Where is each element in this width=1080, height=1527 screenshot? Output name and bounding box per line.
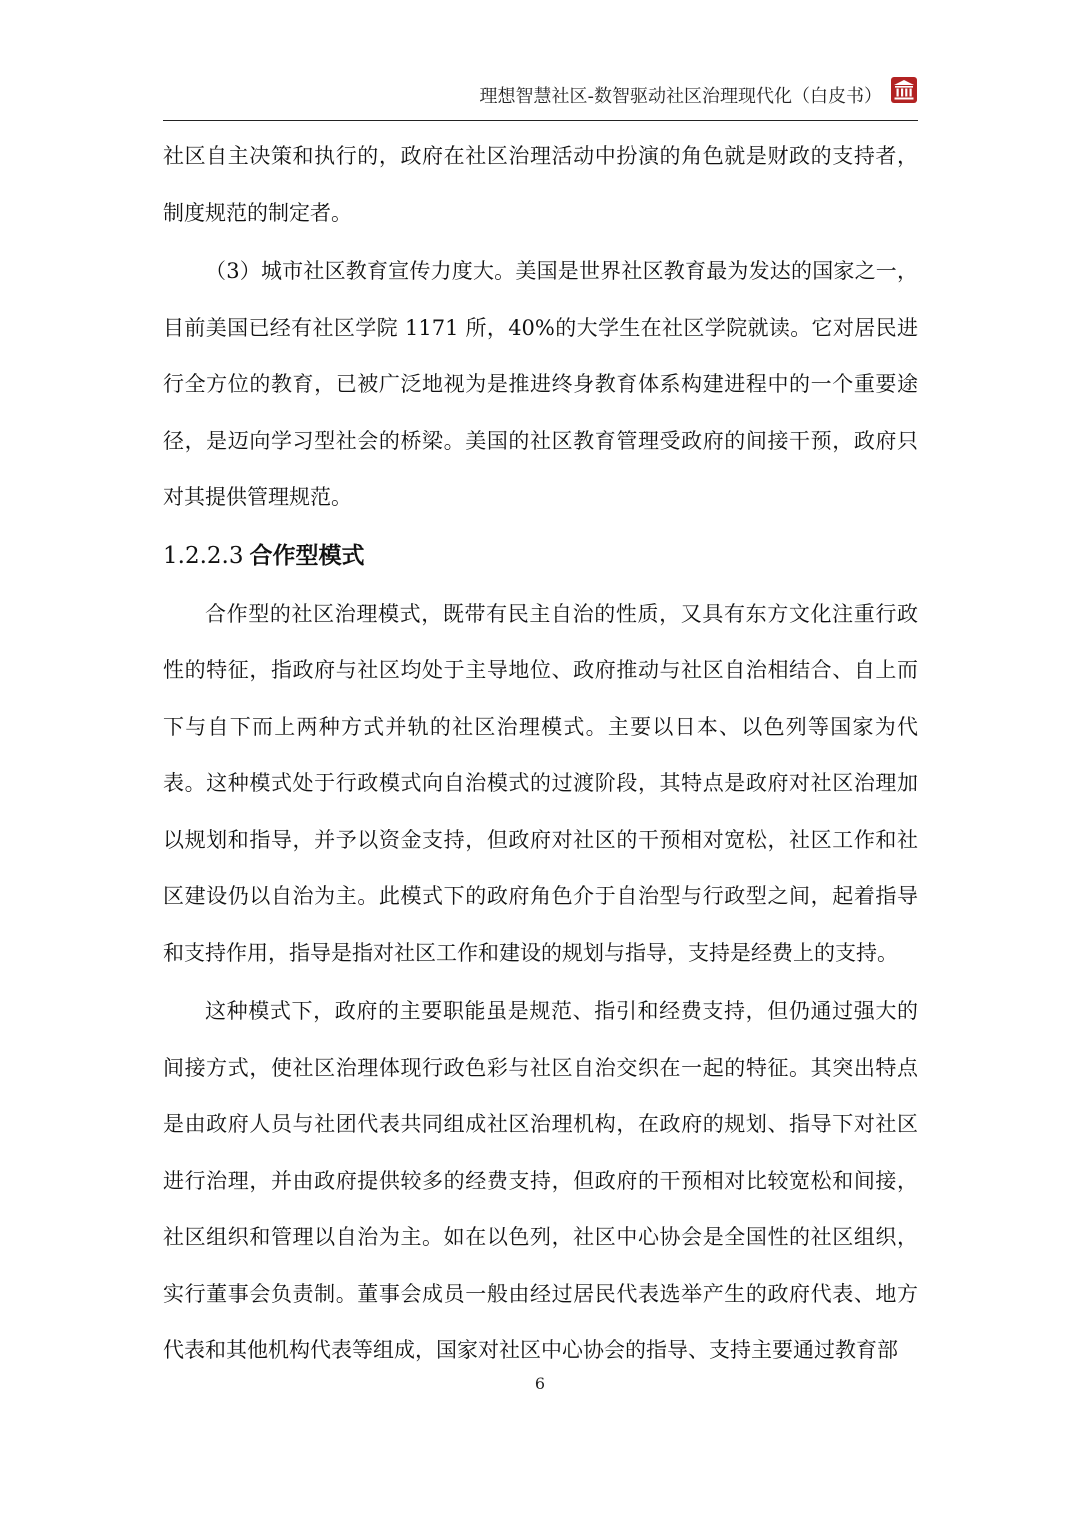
paragraph-3: 合作型的社区治理模式，既带有民主自治的性质，又具有东方文化注重行政性的特征，指政府与社区均处于主导地位、政府推动与社区自治相结合、自上而下与自下而上两种方式并轨的社区治理模式。主要以日本、以色列等国家为代表。这种模式处于行政模式向自治模式的过渡阶段，其特点是政府对社区治理加以规划和指导，并予以资金支持，但政府对社区的干预相对宽松，社区工作和社区建设仍以自治为主。此模式下的政府角色介于自治型与行政型之间，起着指导和支持作用，指导是指对社区工作和建设的规划与指导，支持是经费上的支持。 [163,601,918,965]
header-title: 理想智慧社区-数智驱动社区治理现代化（白皮书） [479,86,882,107]
paragraph-2: （3）城市社区教育宣传力度大。美国是世界社区教育最为发达的国家之一，目前美国已经有社区学院 1171 所，40%的大学生在社区学院就读。它对居民进行全方位的教育，已被广泛地视为是推进终身教育体系构建进程中的一个重要途径，是迈向学习型社会的桥梁。美国的社区教育管理受政府的间接干预，政府只对其提供管理规范。 [163,259,918,509]
paragraph-1: 社区自主决策和执行的，政府在社区治理活动中扮演的角色就是财政的支持者，制度规范的制定者。 [163,144,918,225]
section-number: 1.2.2.3 [163,542,244,569]
building-pillars-icon [890,76,918,104]
section-title: 合作型模式 [249,542,365,569]
page-number: 6 [534,1374,546,1393]
section-heading [163,526,918,586]
page-header [163,72,918,121]
paragraph-4: 这种模式下，政府的主要职能虽是规范、指引和经费支持，但仍通过强大的间接方式，使社区治理体现行政色彩与社区自治交织在一起的特征。其突出特点是由政府人员与社团代表共同组成社区治理机构，在政府的规划、指导下对社区进行治理，并由政府提供较多的经费支持，但政府的干预相对比较宽松和间接，社区组织和管理以自治为主。如在以色列，社区中心协会是全国性的社区组织，实行董事会负责制。董事会成员一般由经过居民代表选举产生的政府代表、地方代表和其他机构代表等组成，国家对社区中心协会的指导、支持主要通过教育部 [163,999,918,1362]
page-body [163,128,918,1379]
